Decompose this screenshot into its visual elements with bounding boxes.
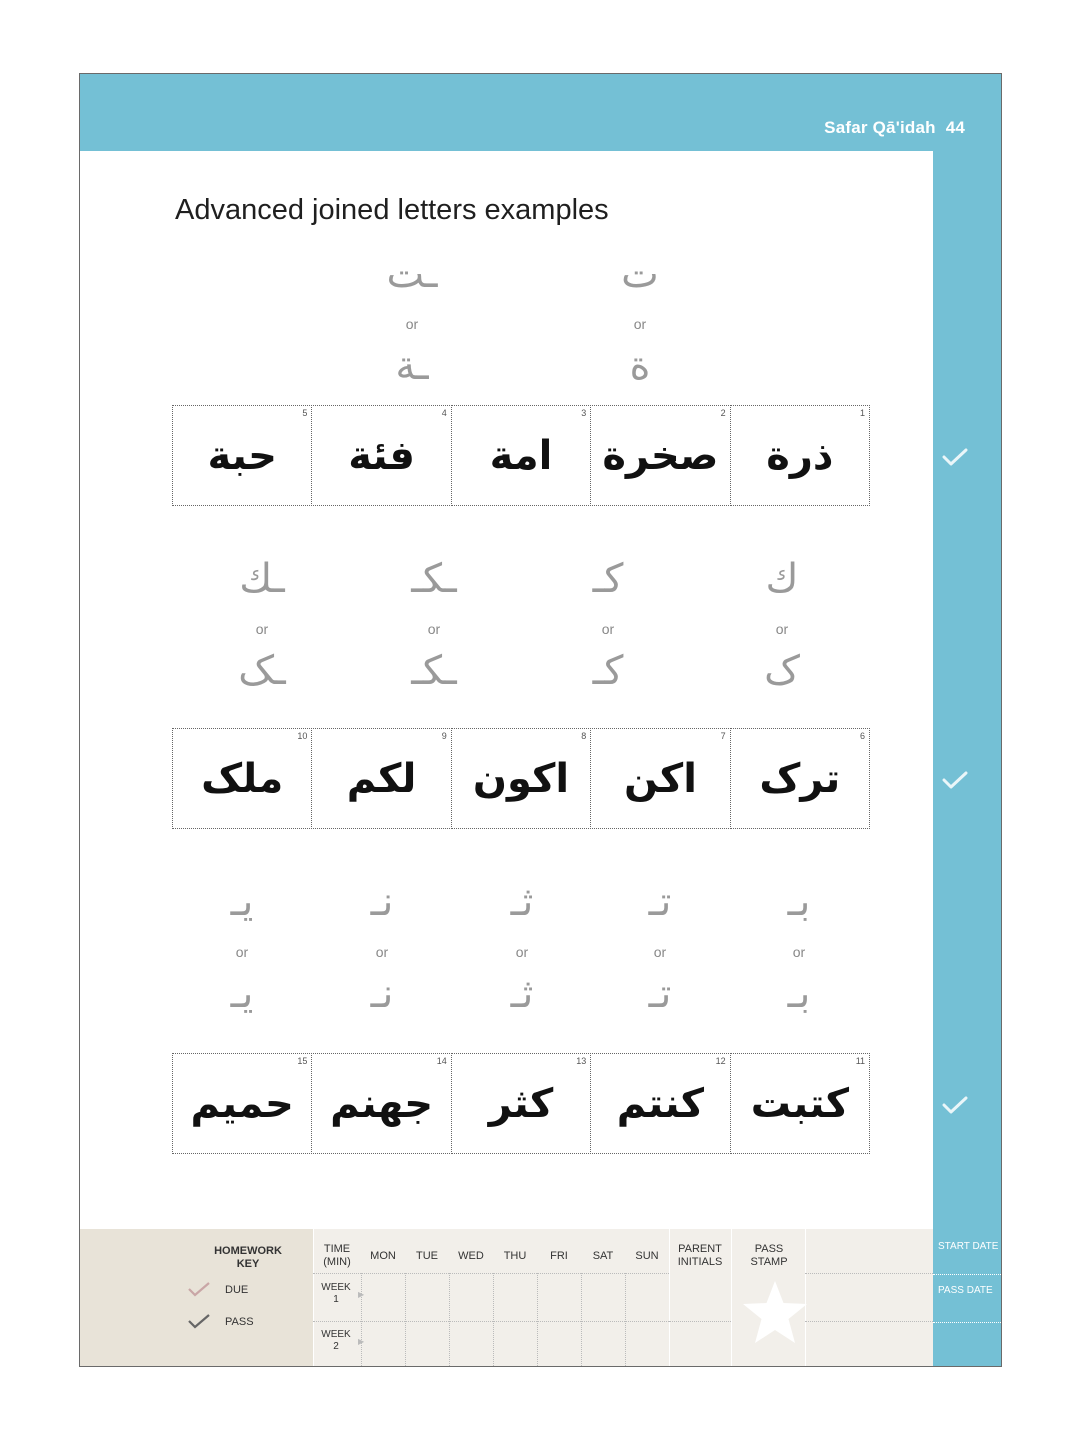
letter-form-bottom: بـ: [787, 971, 811, 1017]
arabic-word: لکم: [346, 755, 417, 802]
letter-form-bottom: ثـ: [510, 971, 534, 1017]
grid-line: [805, 1273, 933, 1274]
header-band: [80, 74, 1001, 151]
or-label: or: [653, 944, 667, 960]
homework-footer: [80, 1229, 933, 1367]
word-number: 1: [860, 408, 866, 418]
letter-form-top: بـ: [787, 879, 811, 925]
word-cell[interactable]: [730, 1053, 870, 1154]
day-mon: MON: [370, 1250, 396, 1262]
page-title: Advanced joined letters examples: [175, 194, 609, 226]
word-cell[interactable]: [730, 405, 870, 506]
word-number: 5: [302, 408, 308, 418]
arabic-word: ذرة: [766, 432, 834, 479]
time-header: TIME (MIN): [323, 1243, 351, 1268]
check-icon[interactable]: [942, 770, 968, 790]
word-cell[interactable]: [451, 405, 591, 506]
grid-line: [537, 1273, 538, 1367]
homework-key-title: HOMEWORK KEY: [214, 1245, 282, 1270]
letter-form-column: [212, 556, 312, 695]
side-band: [933, 74, 1001, 1366]
letter-form-bottom: تـ: [648, 971, 672, 1017]
workbook-page: [79, 73, 1002, 1367]
or-label: or: [633, 316, 647, 332]
letter-form-column: [472, 879, 572, 1018]
letter-form-top: ت: [621, 251, 659, 297]
arabic-word: اکن: [623, 755, 697, 802]
grid-line: [405, 1273, 406, 1367]
date-divider: [933, 1274, 1001, 1275]
letter-form-column: [192, 879, 292, 1018]
word-cell[interactable]: [172, 1053, 312, 1154]
letter-form-top: نـ: [370, 879, 394, 925]
letter-form-column: [332, 879, 432, 1018]
grid-line: [361, 1273, 362, 1367]
word-number: 11: [855, 1056, 866, 1066]
letter-form-top: كـ: [592, 556, 624, 602]
day-sun: SUN: [635, 1250, 659, 1262]
word-cell[interactable]: [311, 728, 451, 829]
letter-form-bottom: يـ: [230, 971, 254, 1017]
arabic-word: اکون: [472, 755, 570, 802]
or-label: or: [375, 944, 389, 960]
letter-form-bottom: ـة: [395, 343, 429, 389]
date-divider: [933, 1322, 1001, 1323]
arabic-word: كتبت: [750, 1080, 849, 1127]
homework-grid: [313, 1229, 933, 1367]
arabic-word: حميم: [190, 1080, 294, 1127]
grid-line: [313, 1229, 314, 1367]
letter-form-top: ـك: [239, 556, 285, 602]
or-label: or: [405, 316, 419, 332]
grid-line: [625, 1273, 626, 1367]
day-wed: WED: [458, 1250, 484, 1262]
day-sat: SAT: [592, 1250, 614, 1262]
letter-form-bottom: ة: [629, 343, 651, 389]
or-label: or: [427, 621, 441, 637]
pass-key: [187, 1313, 254, 1331]
letter-form-column: [362, 251, 462, 390]
pass-stamp-header: PASS STAMP: [750, 1243, 788, 1268]
word-number: 7: [720, 731, 726, 741]
letter-form-column: [590, 251, 690, 390]
word-cell[interactable]: [451, 1053, 591, 1154]
word-number: 10: [297, 731, 308, 741]
word-number: 9: [441, 731, 447, 741]
book-title: Safar Qā'idah: [824, 118, 936, 137]
grid-line: [731, 1229, 732, 1367]
grid-line: [313, 1273, 669, 1274]
grid-line: [493, 1273, 494, 1367]
word-cell[interactable]: [311, 1053, 451, 1154]
pass-check-icon: [187, 1313, 211, 1331]
letter-form-bottom: نـ: [370, 971, 394, 1017]
word-number: 13: [576, 1056, 587, 1066]
letter-form-column: [610, 879, 710, 1018]
letter-form-bottom: ک: [764, 648, 800, 694]
word-row-1: [173, 405, 870, 506]
or-label: or: [792, 944, 806, 960]
week-2-label: WEEK 2: [321, 1329, 351, 1352]
letter-form-top: تـ: [648, 879, 672, 925]
word-number: 12: [715, 1056, 726, 1066]
word-number: 2: [720, 408, 726, 418]
star-stamp-icon[interactable]: [739, 1277, 811, 1349]
page-header: [824, 118, 965, 138]
page-number: 44: [945, 118, 965, 137]
arabic-word: فئة: [348, 432, 415, 479]
letter-form-bottom: کـ: [592, 648, 624, 694]
word-row-3: [173, 1053, 870, 1154]
arabic-word: حبة: [207, 432, 277, 479]
word-cell[interactable]: [172, 728, 312, 829]
arabic-word: ترک: [759, 755, 841, 802]
letter-form-top: يـ: [230, 879, 254, 925]
day-tue: TUE: [416, 1250, 438, 1262]
letter-form-bottom: ـک: [238, 648, 286, 694]
arabic-word: امة: [489, 432, 553, 479]
letter-form-column: [749, 879, 849, 1018]
parent-initials-header: PARENT INITIALS: [677, 1243, 723, 1268]
letter-form-column: [558, 556, 658, 695]
word-cell[interactable]: [730, 728, 870, 829]
word-number: 15: [297, 1056, 308, 1066]
day-fri: FRI: [550, 1250, 568, 1262]
word-number: 8: [581, 731, 587, 741]
grid-line: [581, 1273, 582, 1367]
word-cell[interactable]: [590, 728, 730, 829]
check-icon[interactable]: [942, 1095, 968, 1115]
grid-line: [313, 1321, 669, 1322]
word-number: 4: [441, 408, 447, 418]
grid-line: [669, 1229, 670, 1367]
or-label: or: [235, 944, 249, 960]
grid-line: [805, 1321, 933, 1322]
letter-form-column: [732, 556, 832, 695]
word-number: 3: [581, 408, 587, 418]
letter-form-top: ثـ: [510, 879, 534, 925]
grid-line: [669, 1321, 731, 1322]
pass-date-label: PASS DATE: [938, 1285, 993, 1296]
word-number: 14: [436, 1056, 447, 1066]
week-1-label: WEEK 1: [321, 1282, 351, 1305]
check-icon[interactable]: [942, 447, 968, 467]
arabic-word: صخرة: [602, 432, 719, 479]
arrow-right-icon: ▶: [358, 1337, 365, 1346]
or-label: or: [601, 621, 615, 637]
word-cell[interactable]: [311, 405, 451, 506]
arrow-right-icon: ▶: [358, 1290, 365, 1299]
word-cell[interactable]: [172, 405, 312, 506]
arabic-word: ملک: [201, 755, 284, 802]
letter-form-top: ك: [765, 556, 799, 602]
due-key: [187, 1281, 248, 1299]
arabic-word: كنتم: [616, 1080, 705, 1127]
start-date-label: START DATE: [938, 1241, 999, 1252]
due-check-icon: [187, 1281, 211, 1299]
word-cell[interactable]: [590, 1053, 730, 1154]
letter-form-top: ـكـ: [411, 556, 457, 602]
due-label: DUE: [225, 1283, 249, 1296]
word-row-2: [173, 728, 870, 829]
pass-label: PASS: [225, 1315, 254, 1328]
grid-line: [449, 1273, 450, 1367]
day-thu: THU: [503, 1250, 527, 1262]
word-cell[interactable]: [590, 405, 730, 506]
or-label: or: [775, 621, 789, 637]
letter-form-bottom: ـکـ: [411, 648, 457, 694]
or-label: or: [255, 621, 269, 637]
or-label: or: [515, 944, 529, 960]
letter-form-column: [384, 556, 484, 695]
arabic-word: كثر: [488, 1080, 554, 1127]
letter-form-top: ـت: [386, 251, 438, 297]
arabic-word: جهنم: [330, 1080, 434, 1127]
word-number: 6: [860, 731, 866, 741]
word-cell[interactable]: [451, 728, 591, 829]
